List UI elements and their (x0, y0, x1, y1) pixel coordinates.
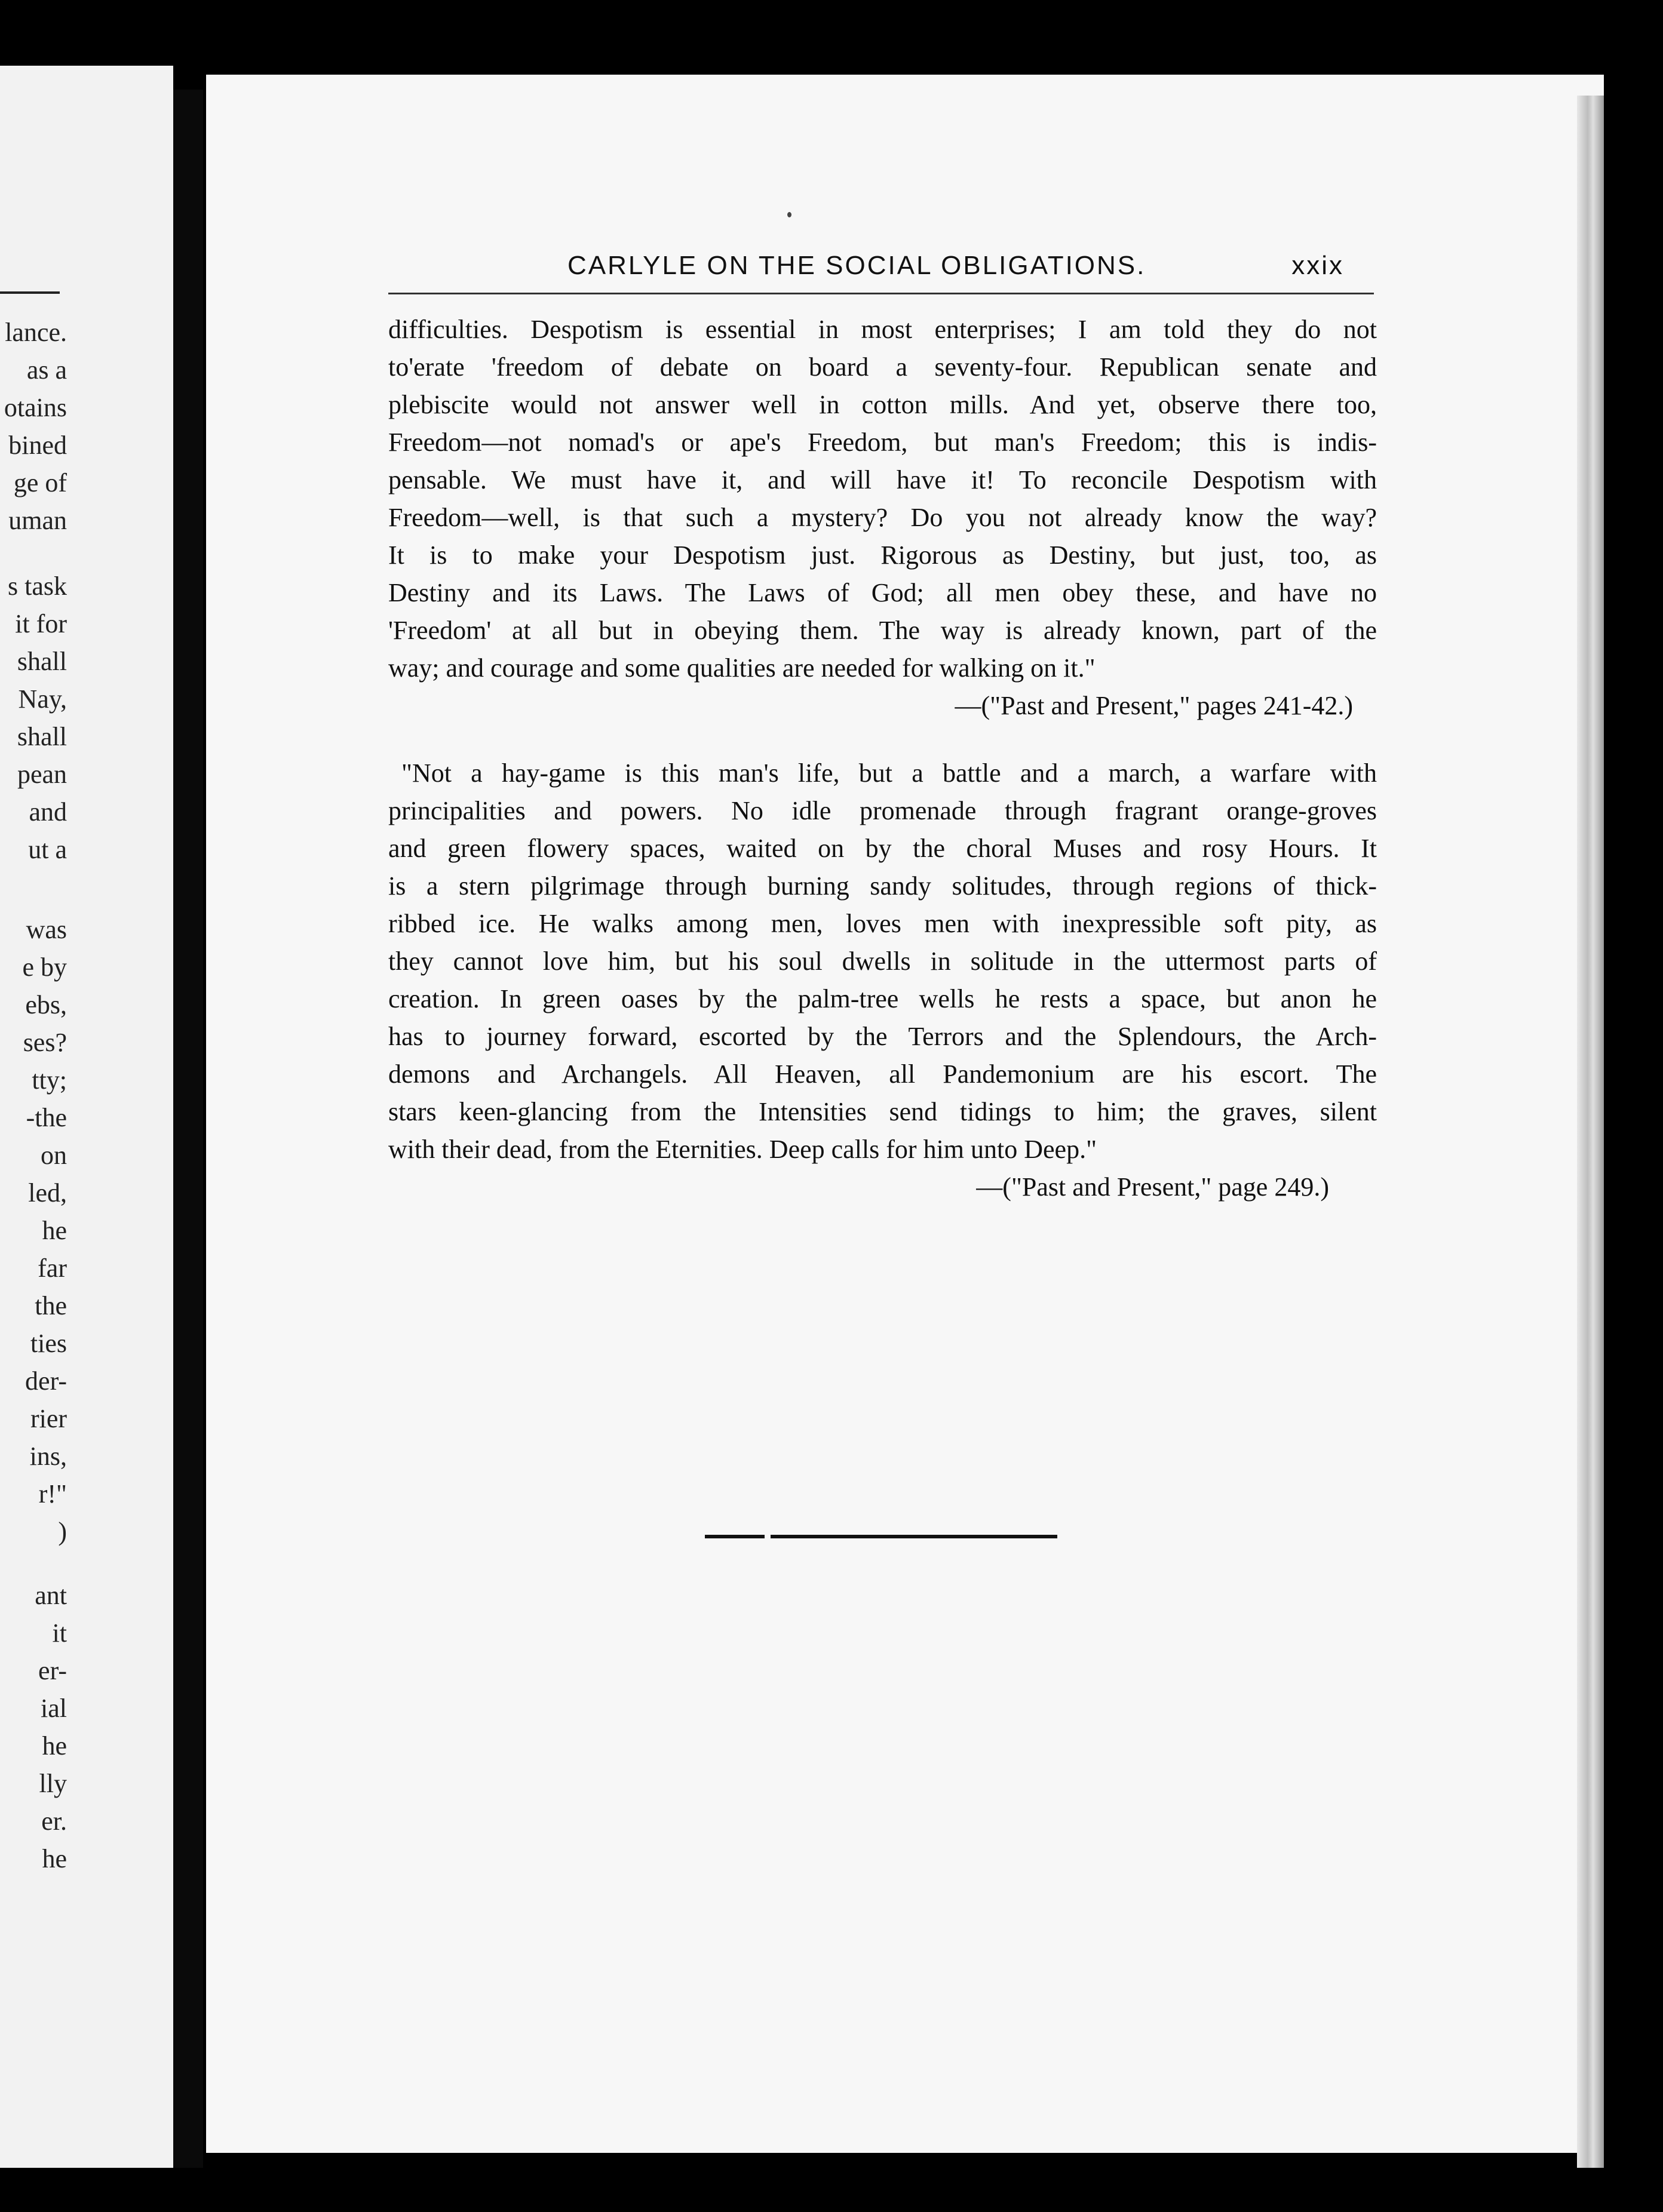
left-fragment: far (38, 1254, 67, 1283)
left-fragment: uman (8, 506, 67, 535)
text-line: stars keen-glancing from the Intensities send tidings to him; the graves, silent (388, 1097, 1377, 1126)
quotation-paragraph-1 (388, 311, 1377, 687)
text-line: Freedom—not nomad's or ape's Freedom, but man's Freedom; this is indis- (388, 428, 1377, 457)
text-line: difficulties. Despotism is essential in most enterprises; I am told they do not (388, 315, 1377, 344)
citation-2: —("Past and Present," page 249.) (976, 1172, 1329, 1202)
text-line: "Not a hay-game is this man's life, but a battle and a march, a warfare with (401, 758, 1377, 788)
text-line: to'erate 'freedom of debate on board a seventy-four. Republican senate and (388, 352, 1377, 382)
text-line: creation. In green oases by the palm-tree wells he rests a space, but anon he (388, 984, 1377, 1013)
left-fragment: was (26, 915, 67, 944)
text-line: 'Freedom' at all but in obeying them. The way is already known, part of the (388, 616, 1377, 645)
left-fragment: he (42, 1216, 67, 1245)
text-line: It is to make your Despotism just. Rigorous as Destiny, but just, too, as (388, 540, 1377, 570)
text-line: demons and Archangels. All Heaven, all Pandemonium are his escort. The (388, 1059, 1377, 1089)
left-fragment: the (35, 1291, 67, 1320)
left-fragment: and (29, 797, 67, 827)
text-line: is a stern pilgrimage through burning sandy solitudes, through regions of thick- (388, 871, 1377, 901)
left-fragment: er. (41, 1807, 67, 1836)
left-fragment: lly (39, 1769, 67, 1798)
left-fragment: ses? (23, 1028, 67, 1057)
left-fragment: r!" (38, 1479, 67, 1509)
text-line: pensable. We must have it, and will have it! To reconcile Despotism with (388, 465, 1377, 494)
text-line: with their dead, from the Eternities. Deep calls for him unto Deep." (388, 1135, 1097, 1164)
text-line: and green flowery spaces, waited on by the choral Muses and rosy Hours. It (388, 834, 1377, 863)
left-fragment: he (42, 1731, 67, 1761)
page-body (388, 311, 1377, 1206)
text-line: ribbed ice. He walks among men, loves men with inexpressible soft pity, as (388, 909, 1377, 938)
left-fragment: ties (30, 1329, 67, 1358)
left-fragment: tty; (32, 1065, 67, 1095)
left-fragment: it for (15, 609, 67, 638)
page-number: xxix (1291, 251, 1344, 280)
running-head: CARLYLE ON THE SOCIAL OBLIGATIONS. (567, 251, 1146, 280)
text-line: has to journey forward, escorted by the Terrors and the Splendours, the Arch- (388, 1022, 1377, 1051)
text-line: way; and courage and some qualities are needed for walking on it." (388, 653, 1096, 683)
left-fragment: as a (26, 355, 67, 385)
left-fragment: shall (17, 647, 67, 676)
previous-page-rule (0, 291, 60, 294)
left-fragment: er- (38, 1656, 67, 1685)
text-line: principalities and powers. No idle promenade through fragrant orange-groves (388, 796, 1377, 825)
left-fragment: led, (28, 1178, 67, 1208)
left-fragment: Nay, (18, 684, 67, 714)
page-header (567, 251, 1356, 287)
page-stack-edge (1577, 96, 1604, 2168)
left-fragment: der- (25, 1366, 67, 1396)
left-fragment: ant (35, 1581, 67, 1610)
left-fragment: on (41, 1141, 67, 1170)
left-fragment: ) (58, 1517, 67, 1546)
end-ornament-rule (771, 1535, 1057, 1538)
previous-page-edge (0, 66, 173, 2168)
text-line: plebiscite would not answer well in cotton mills. And yet, observe there too, (388, 390, 1377, 419)
text-line: they cannot love him, but his soul dwells in solitude in the uttermost parts of (388, 947, 1377, 976)
speck (787, 212, 791, 217)
left-fragment: ge of (13, 468, 67, 497)
quotation-paragraph-2 (388, 754, 1377, 1168)
left-fragment: lance. (5, 318, 67, 347)
left-fragment: rier (30, 1404, 67, 1433)
left-fragment: ut a (28, 835, 67, 864)
left-fragment: he (42, 1844, 67, 1873)
left-fragment: it (52, 1618, 67, 1648)
left-fragment: shall (17, 722, 67, 751)
book-gutter (173, 90, 203, 2168)
header-rule (388, 293, 1374, 294)
left-fragment: ial (41, 1694, 67, 1723)
left-fragment: -the (26, 1103, 67, 1132)
text-line: Destiny and its Laws. The Laws of God; all men obey these, and have no (388, 578, 1377, 607)
left-fragment: e by (22, 953, 67, 982)
left-fragment: ebs, (25, 990, 67, 1019)
left-fragment: bined (8, 431, 67, 460)
left-fragment: s task (8, 572, 67, 601)
left-fragment: pean (17, 760, 67, 789)
left-fragment: otains (4, 393, 67, 422)
citation-1: —("Past and Present," pages 241-42.) (955, 691, 1353, 720)
text-line: Freedom—well, is that such a mystery? Do you not already know the way? (388, 503, 1377, 532)
left-fragment: ins, (29, 1442, 67, 1471)
end-ornament-rule (705, 1535, 765, 1538)
